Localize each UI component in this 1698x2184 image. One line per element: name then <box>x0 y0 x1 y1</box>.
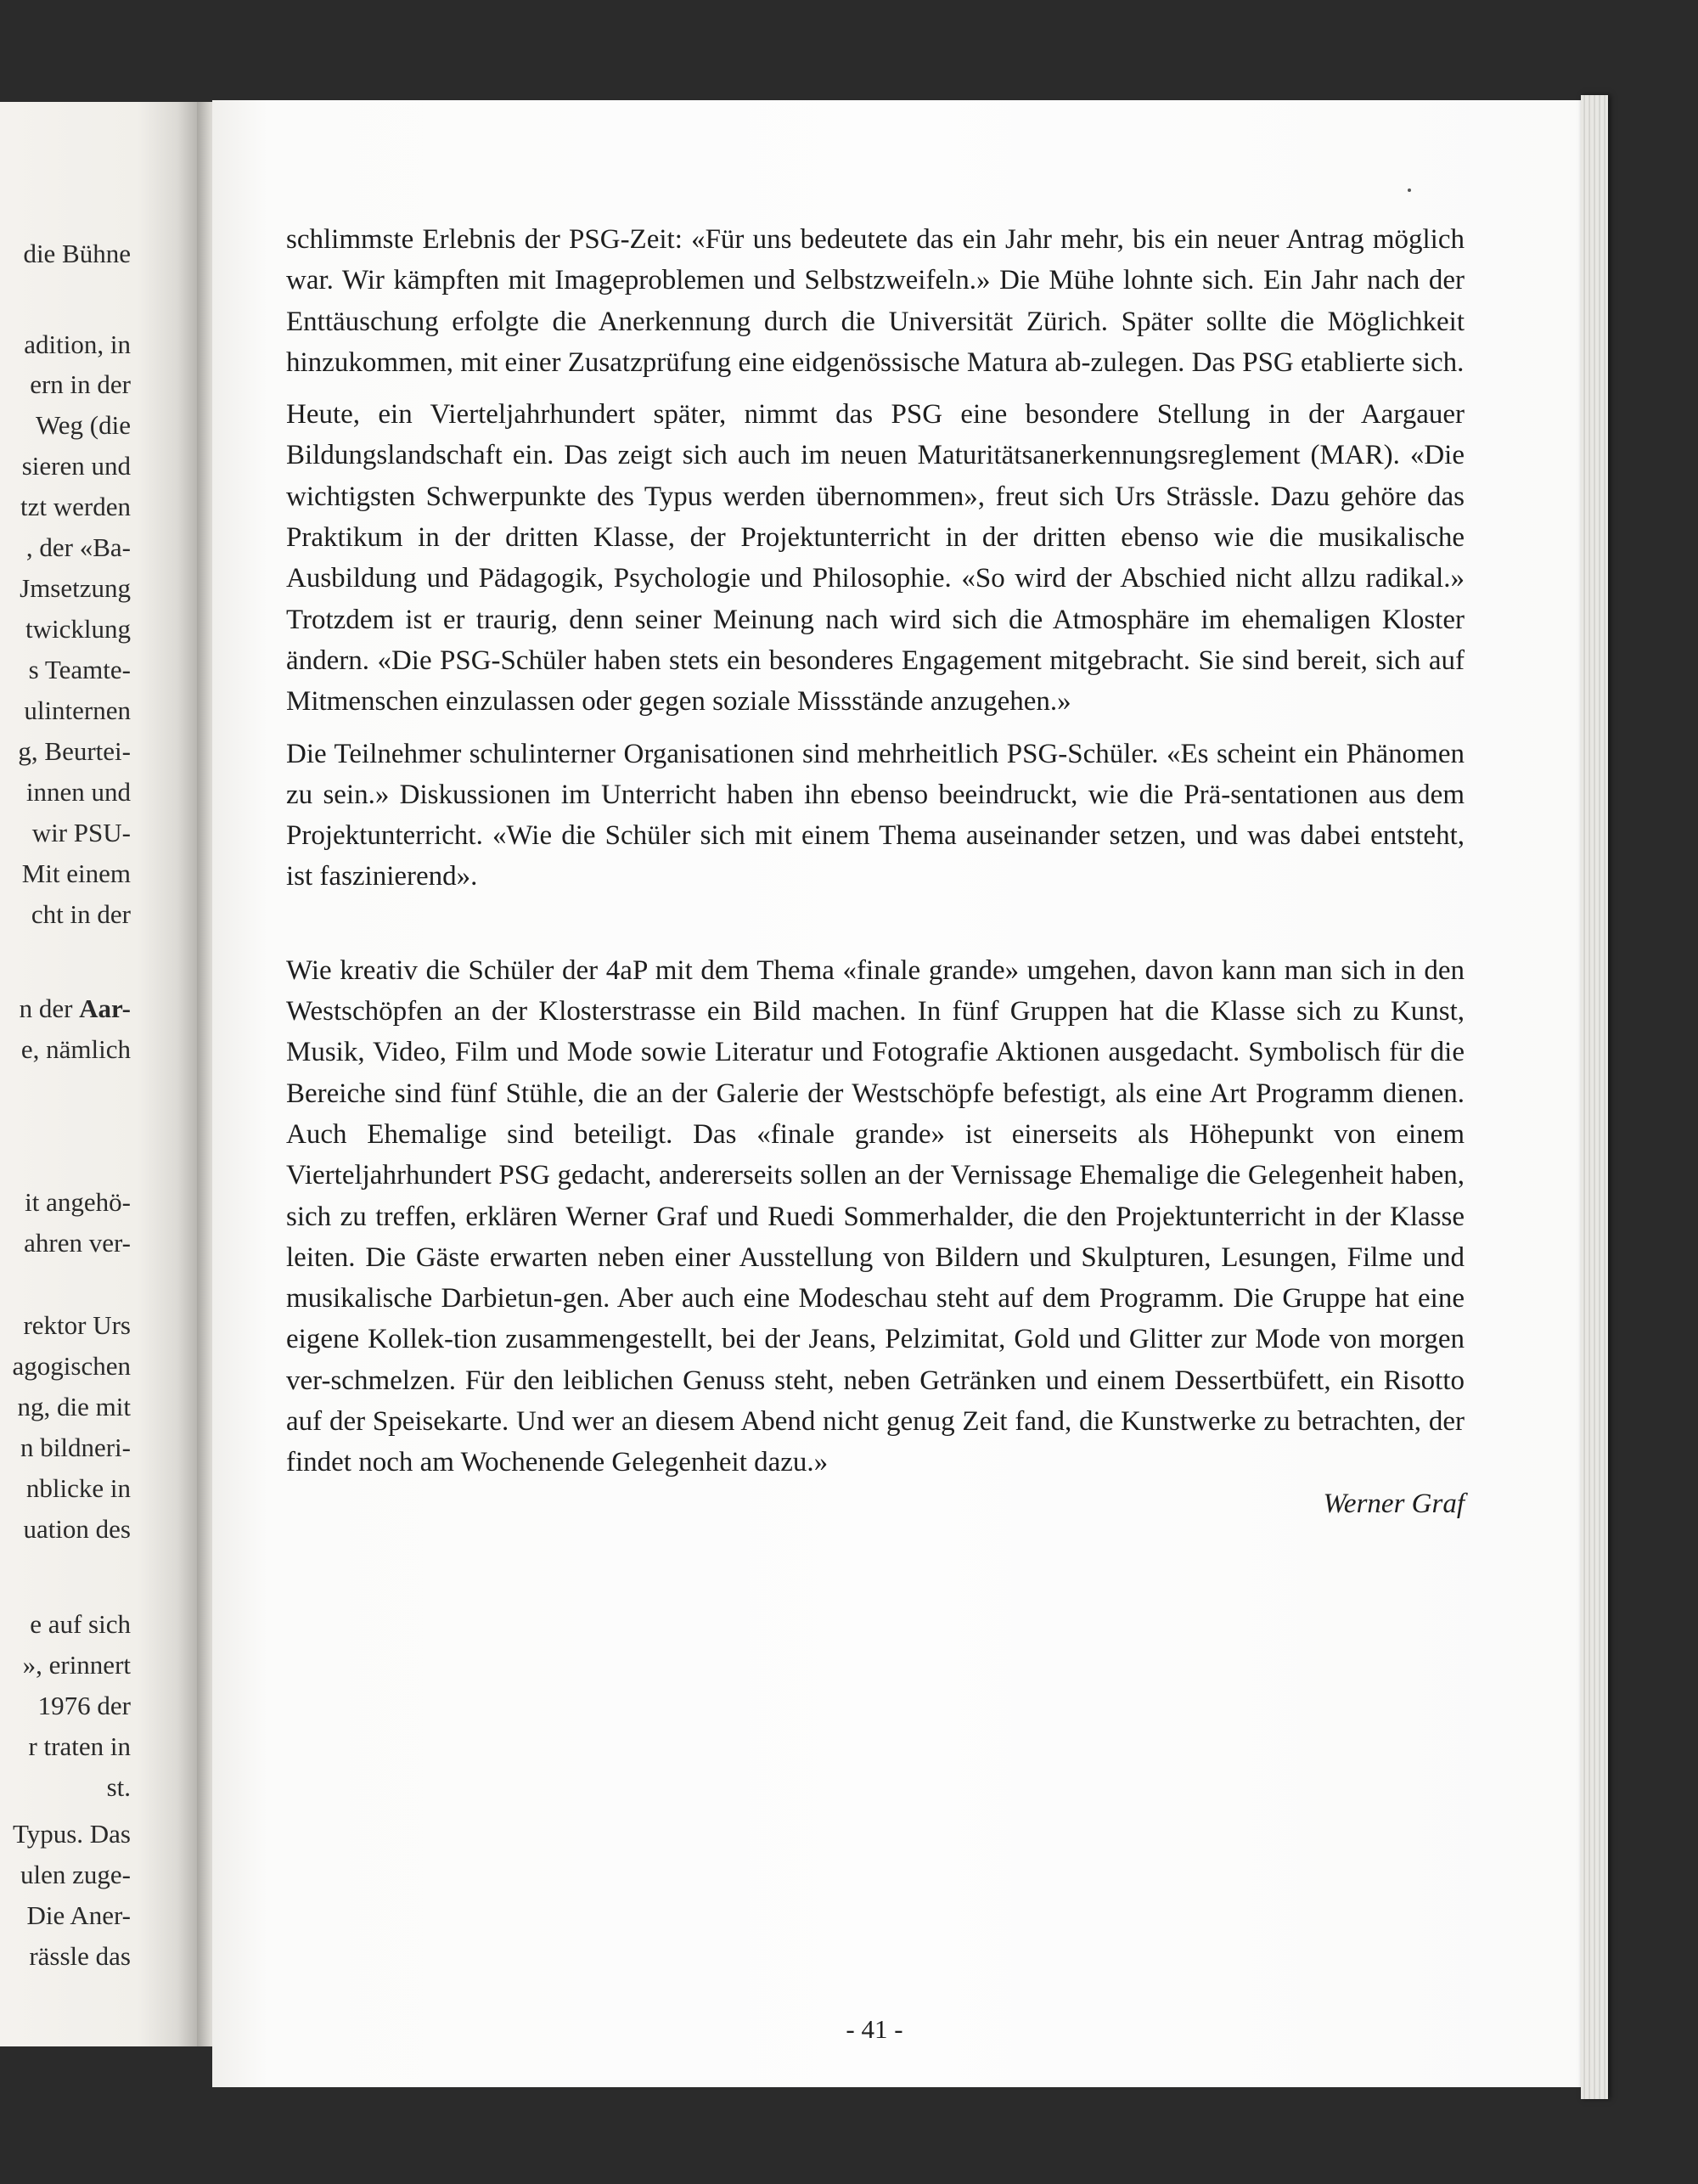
left-page-line: Die Aner- <box>26 1900 131 1930</box>
left-page-line: , der «Ba- <box>25 532 131 562</box>
left-page-line: innen und <box>25 777 131 807</box>
left-page-line: e, nämlich <box>20 1034 131 1064</box>
page-number: - 41 - <box>846 2014 903 2044</box>
left-page-line: g, Beurtei- <box>18 736 131 766</box>
left-page-line: s Teamte- <box>28 655 131 684</box>
page-edges <box>1581 95 1608 2099</box>
left-page-line: rässle das <box>29 1941 131 1971</box>
left-page-line: ulen zuge- <box>20 1860 131 1889</box>
left-page-line: twicklung <box>25 614 131 644</box>
paragraph-4: Wie kreativ die Schüler der 4aP mit dem Thema «finale grande» umgehen, davon kann man sich in den Westschöpfen an der Klosterstrasse ein Bild machen. In fünf Gruppen hat die Klasse sich zu Kunst, Musik, Video, Film und Mode sowie Literatur und Fotografie Aktionen ausgedacht. Symbolisch für die Bereiche sind fünf Stühle, die an der Galerie der Westschöpfe befestigt, als eine Art Programm dienen. Auch Ehemalige sind beteiligt. Das «finale grande» ist einerseits als Höhepunkt von einem Vierteljahrhundert PSG gedacht, andererseits sollen an der Vernissage Ehemalige die Gelegenheit haben, sich zu treffen, erklären Werner Graf und Ruedi Sommerhalder, die den Projektunterricht in der Klasse leiten. Die Gäste erwarten neben einer Ausstellung von Bildern und Skulpturen, Lesungen, Filme und musikalische Darbietun-gen. Aber auch eine Modeschau steht auf dem Programm. Die Gruppe hat eine eigene Kollek-tion zusammengestellt, bei der Jeans, Pelzimitat, Gold und Glitter zur Mode von morgen ver-schmelzen. Für den leiblichen Genuss steht, neben Getränken und einem Dessertbüfett, ein Risotto auf der Speisekarte. Und wer an diesem Abend nicht genug Zeit fand, die Kunstwerke zu betrachten, der findet noch am Wochenende Gelegenheit dazu.» <box>286 954 1465 1478</box>
left-page-line: cht in der <box>31 899 131 929</box>
left-page-line: ng, die mit <box>17 1392 131 1421</box>
left-page-line: ahren ver- <box>24 1228 131 1258</box>
paragraph-3: Die Teilnehmer schulinterner Organisationen sind mehrheitlich PSG-Schüler. «Es scheint ein Phänomen zu sein.» Diskussionen im Unterricht haben ihn ebenso beeindruckt, wie die Prä-sentationen aus dem Projektunterricht. «Wie die Schüler sich mit einem Thema auseinander setzen, und was dabei entsteht, ist faszinierend». <box>286 738 1465 892</box>
left-page-line: e auf sich <box>30 1609 131 1639</box>
left-page-line: adition, in <box>24 329 131 359</box>
left-page-line: Typus. Das <box>12 1819 131 1849</box>
left-page-line: nblicke in <box>25 1473 131 1503</box>
left-page-line: rektor Urs <box>23 1310 131 1340</box>
previous-page-strip <box>0 102 197 2046</box>
left-page-line: wir PSU- <box>31 818 131 847</box>
paragraph-1: schlimmste Erlebnis der PSG-Zeit: «Für uns bedeutete das ein Jahr mehr, bis ein neuer Antrag möglich war. Wir kämpften mit Imageproblemen und Selbstzweifeln.» Die Mühe lohnte sich. Ein Jahr nach der Enttäuschung erfolgte die Anerkennung durch die Universität Zürich. Später sollte die Möglichkeit hinzukommen, mit einer Zusatzprüfung eine eidgenössische Matura ab-zulegen. Das PSG etablierte sich. <box>286 224 1465 378</box>
left-page-line: tzt werden <box>20 492 131 521</box>
left-page-line: », erinnert <box>22 1650 131 1680</box>
left-page-line: ern in der <box>30 369 131 399</box>
left-page-line: Weg (die <box>36 410 131 440</box>
left-page-line: agogischen <box>12 1351 131 1381</box>
left-page-line: sieren und <box>21 451 131 481</box>
left-page-line: 1976 der <box>37 1691 131 1720</box>
left-page-line: n bildneri- <box>20 1433 131 1462</box>
left-page-line: uation des <box>23 1514 131 1544</box>
paragraph-2: Heute, ein Vierteljahrhundert später, nimmt das PSG eine besondere Stellung in der Aargauer Bildungslandschaft ein. Das zeigt sich auch im neuen Maturitätsanerkennungsreglement (MAR). «Die wichtigsten Schwerpunkte des Typus werden übernommen», freut sich Urs Strässle. Dazu gehöre das Praktikum in der dritten Klasse, der Projektunterricht in der dritten ebenso wie die musikalische Ausbildung und Pädagogik, Psychologie und Philosophie. «So wird der Abschied nicht allzu radikal.» Trotzdem ist er traurig, denn seiner Meinung nach wird sich die Atmosphäre im ehemaligen Kloster ändern. «Die PSG-Schüler haben stets ein besonderes Engagement mitgebracht. Sie sind bereit, sich auf Mitmenschen einzulassen oder gegen soziale Missstände anzugehen.» <box>286 399 1465 718</box>
author-signature: Werner Graf <box>1323 1488 1465 1519</box>
left-page-line: Jmsetzung <box>20 573 131 603</box>
speck <box>1408 189 1411 192</box>
left-page-line: n der Aar- <box>19 993 131 1023</box>
left-page-line: die Bühne <box>23 239 131 268</box>
left-page-line: r traten in <box>28 1731 131 1761</box>
left-page-line: ulinternen <box>24 695 131 725</box>
left-page-line: st. <box>106 1772 131 1802</box>
left-page-line: it angehö- <box>25 1187 131 1217</box>
article-text <box>286 219 1465 1524</box>
left-page-line: Mit einem <box>21 858 131 888</box>
